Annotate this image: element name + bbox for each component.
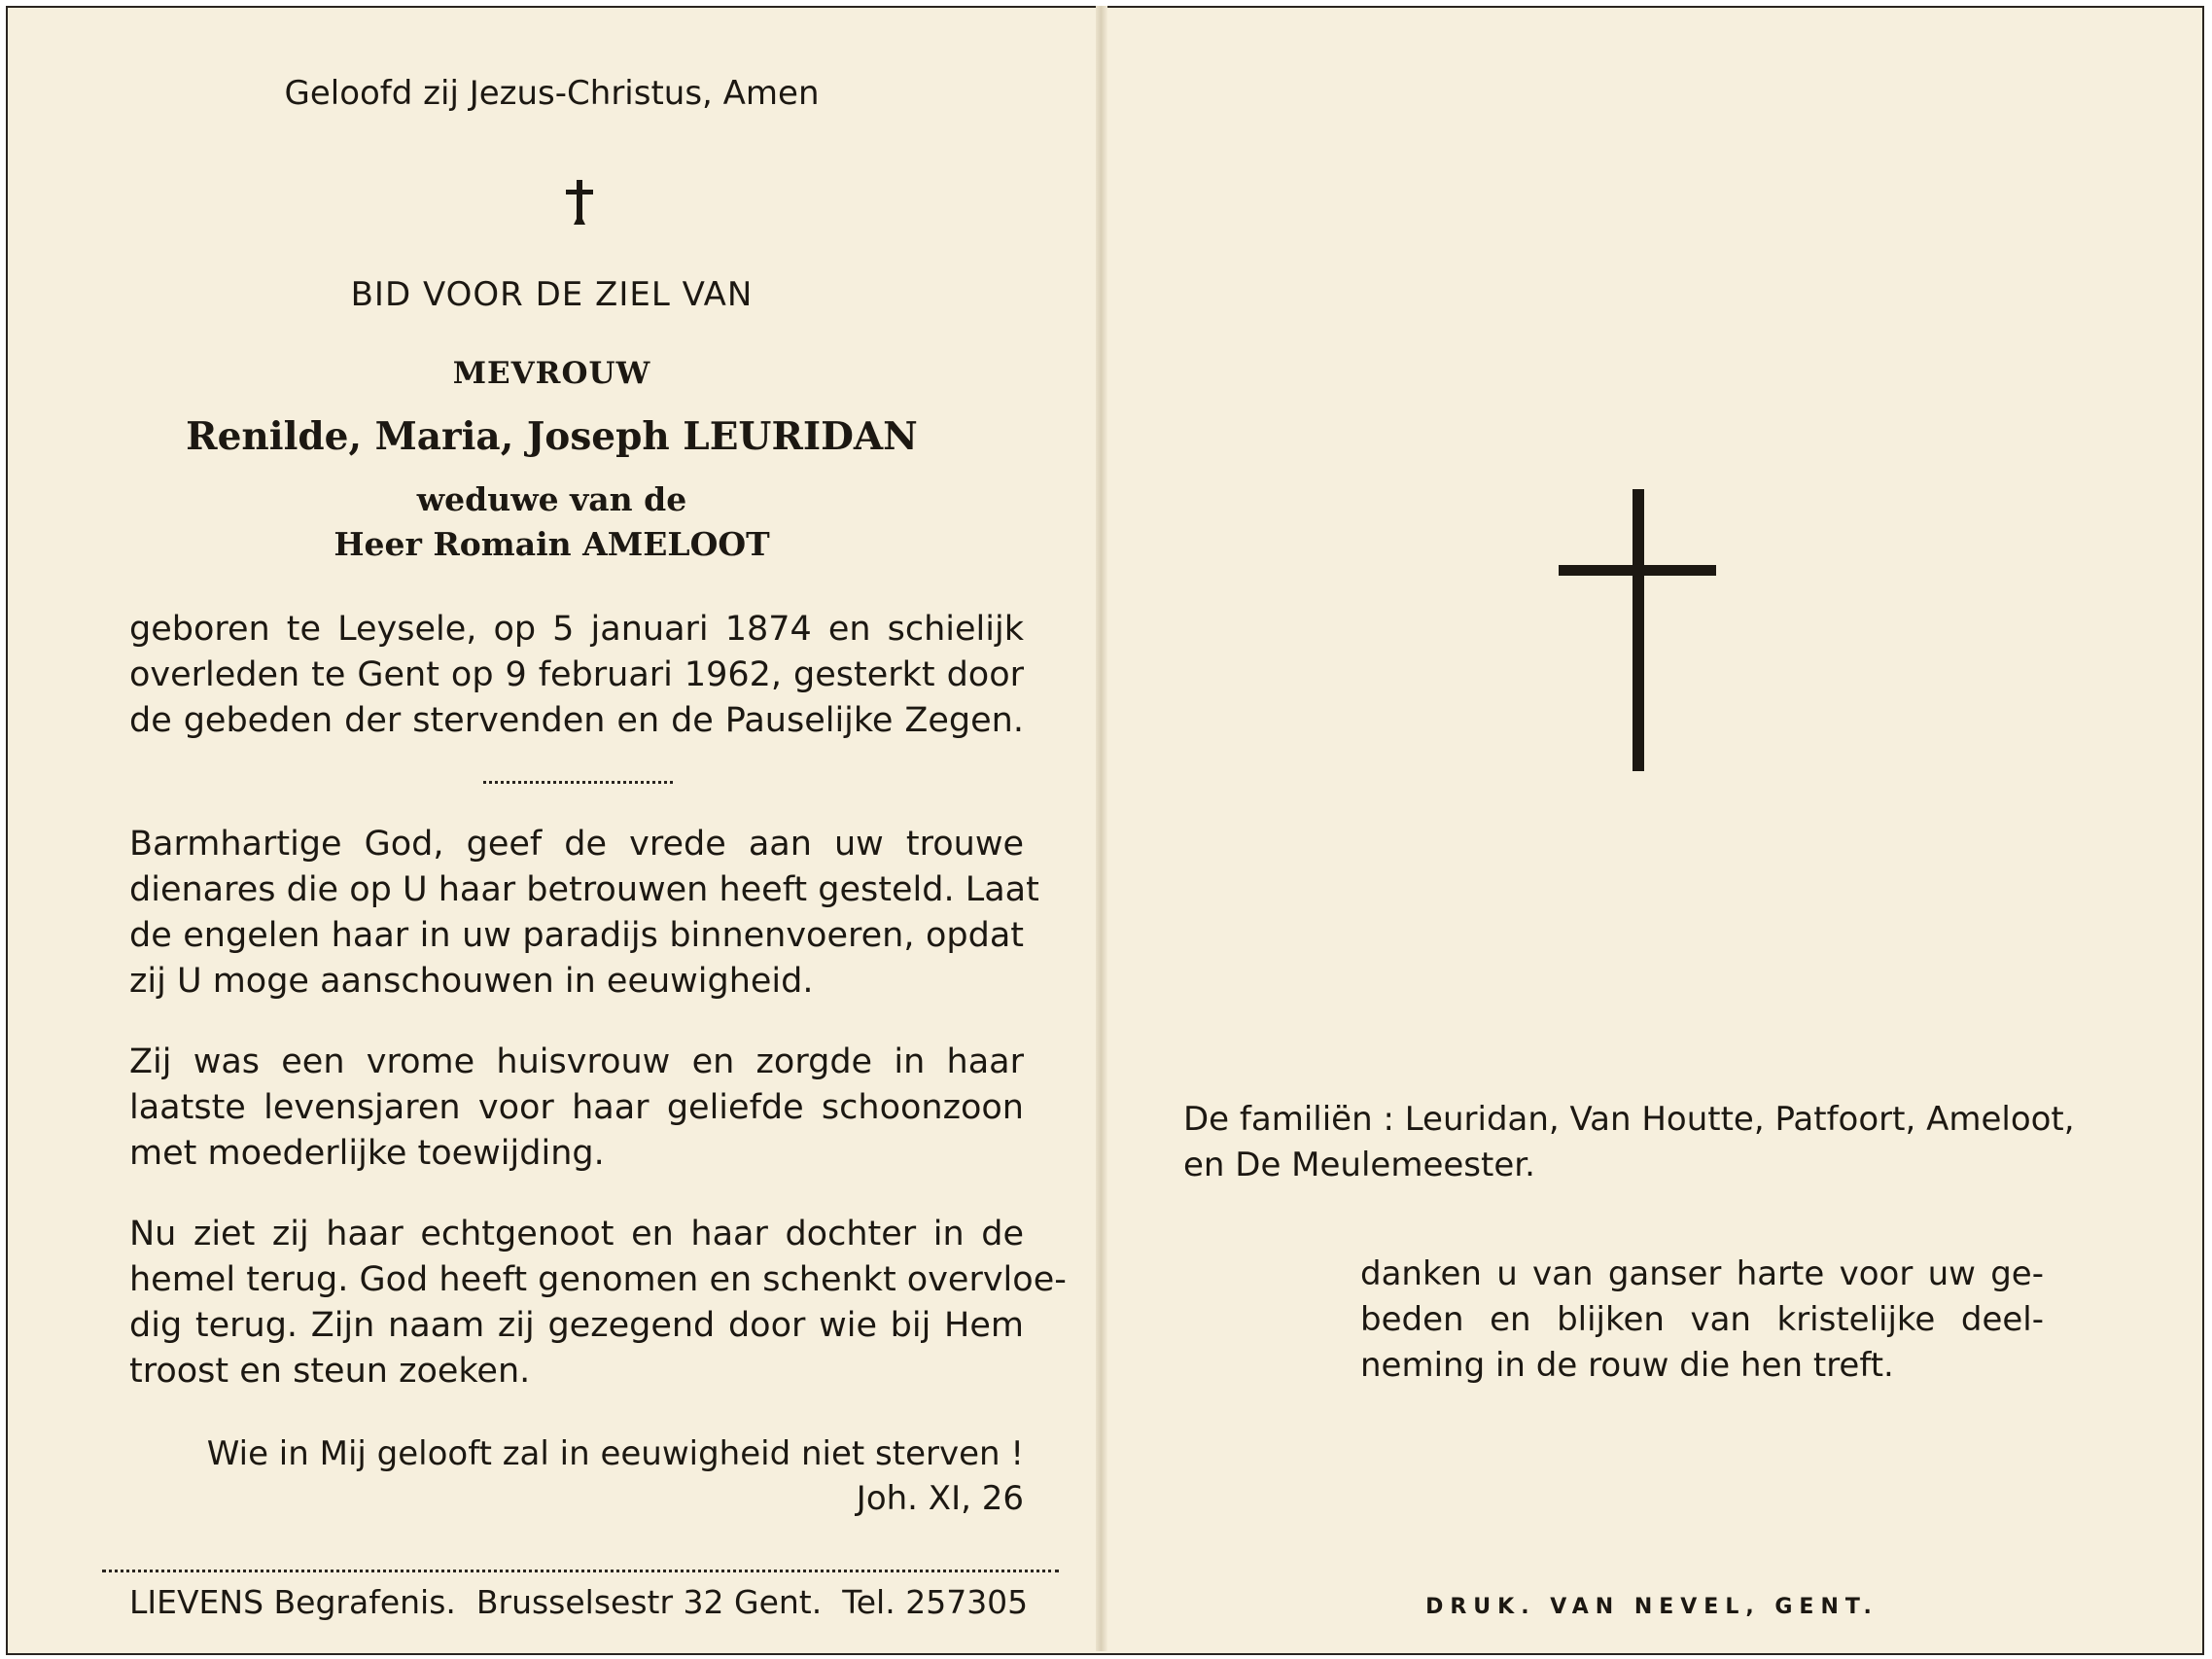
thanks-paragraph [1360,1252,2044,1389]
paragraph-line: Nu ziet zij haar echtgenoot en haar dochter in de [129,1215,1024,1253]
paragraph-line: Zij was een vrome huisvrouw en zorgde in haar [129,1042,1024,1081]
title: MEVROUW [452,356,651,391]
card-fold [1096,6,1107,1651]
birth-death-paragraph [129,607,1024,744]
paragraph-line: danken u van ganser harte voor uw ge- [1360,1254,2044,1293]
paragraph-line: troost en steun zoeken. [129,1352,531,1391]
paragraph-line: dig terug. Zijn naam zij gezegend door wie bij Hem [129,1306,1024,1345]
prayer-paragraph [129,822,1039,1005]
paragraph-line: de engelen haar in uw paradijs binnenvoeren, opdat [129,916,1024,955]
paragraph-line: laatste levensjaren voor haar geliefde schoonzoon [129,1088,1024,1127]
family-line: De familiën : Leuridan, Van Houtte, Patfoort, Ameloot, [1183,1100,2075,1139]
paragraph-line: neming in de rouw die hen treft. [1360,1346,1894,1385]
paragraph-line: zij U moge aanschouwen in eeuwigheid. [129,962,814,1001]
paragraph-line: geboren te Leysele, op 5 januari 1874 en schielijk [129,610,1024,649]
pray-heading: BID VOOR DE ZIEL VAN [350,275,754,314]
greeting: Geloofd zij Jezus-Christus, Amen [284,74,820,113]
large-cross-icon [1559,489,1716,771]
paragraph-line: met moederlijke toewijding. [129,1134,605,1173]
family-line: en De Meulemeester. [1183,1146,1535,1184]
family-list [1183,1097,2088,1188]
undertaker-line: LIEVENS Begrafenis. Brusselsestr 32 Gent. Tel. 257305 [129,1583,1029,1621]
scripture-quote: Wie in Mij gelooft zal in eeuwigheid niet sterven ! [206,1434,1024,1473]
paragraph-line: dienares die op U haar betrouwen heeft gesteld. Laat [129,870,1039,909]
husband-name: Heer Romain AMELOOT [334,525,770,563]
life-paragraph [129,1040,1024,1177]
paragraph-line: Barmhartige God, geef de vrede aan uw trouwe [129,825,1024,864]
scripture-reference: Joh. XI, 26 [856,1479,1024,1518]
separator [483,781,673,784]
paragraph-line: beden en blijken van kristelijke deel- [1360,1300,2044,1339]
footer-separator [102,1570,1059,1572]
paragraph-line: de gebeden der stervenden en de Pauselijke Zegen. [129,701,1024,740]
deceased-name: Renilde, Maria, Joseph LEURIDAN [186,414,918,459]
reunion-paragraph [129,1212,1067,1394]
paragraph-line: overleden te Gent op 9 februari 1962, gesterkt door [129,655,1024,694]
paragraph-line: hemel terug. God heeft genomen en schenkt overvloe- [129,1260,1067,1299]
small-cross-icon [565,180,594,225]
widow-line: weduwe van de [416,480,687,518]
printer-credit: DRUK. VAN NEVEL, GENT. [1425,1595,1878,1619]
